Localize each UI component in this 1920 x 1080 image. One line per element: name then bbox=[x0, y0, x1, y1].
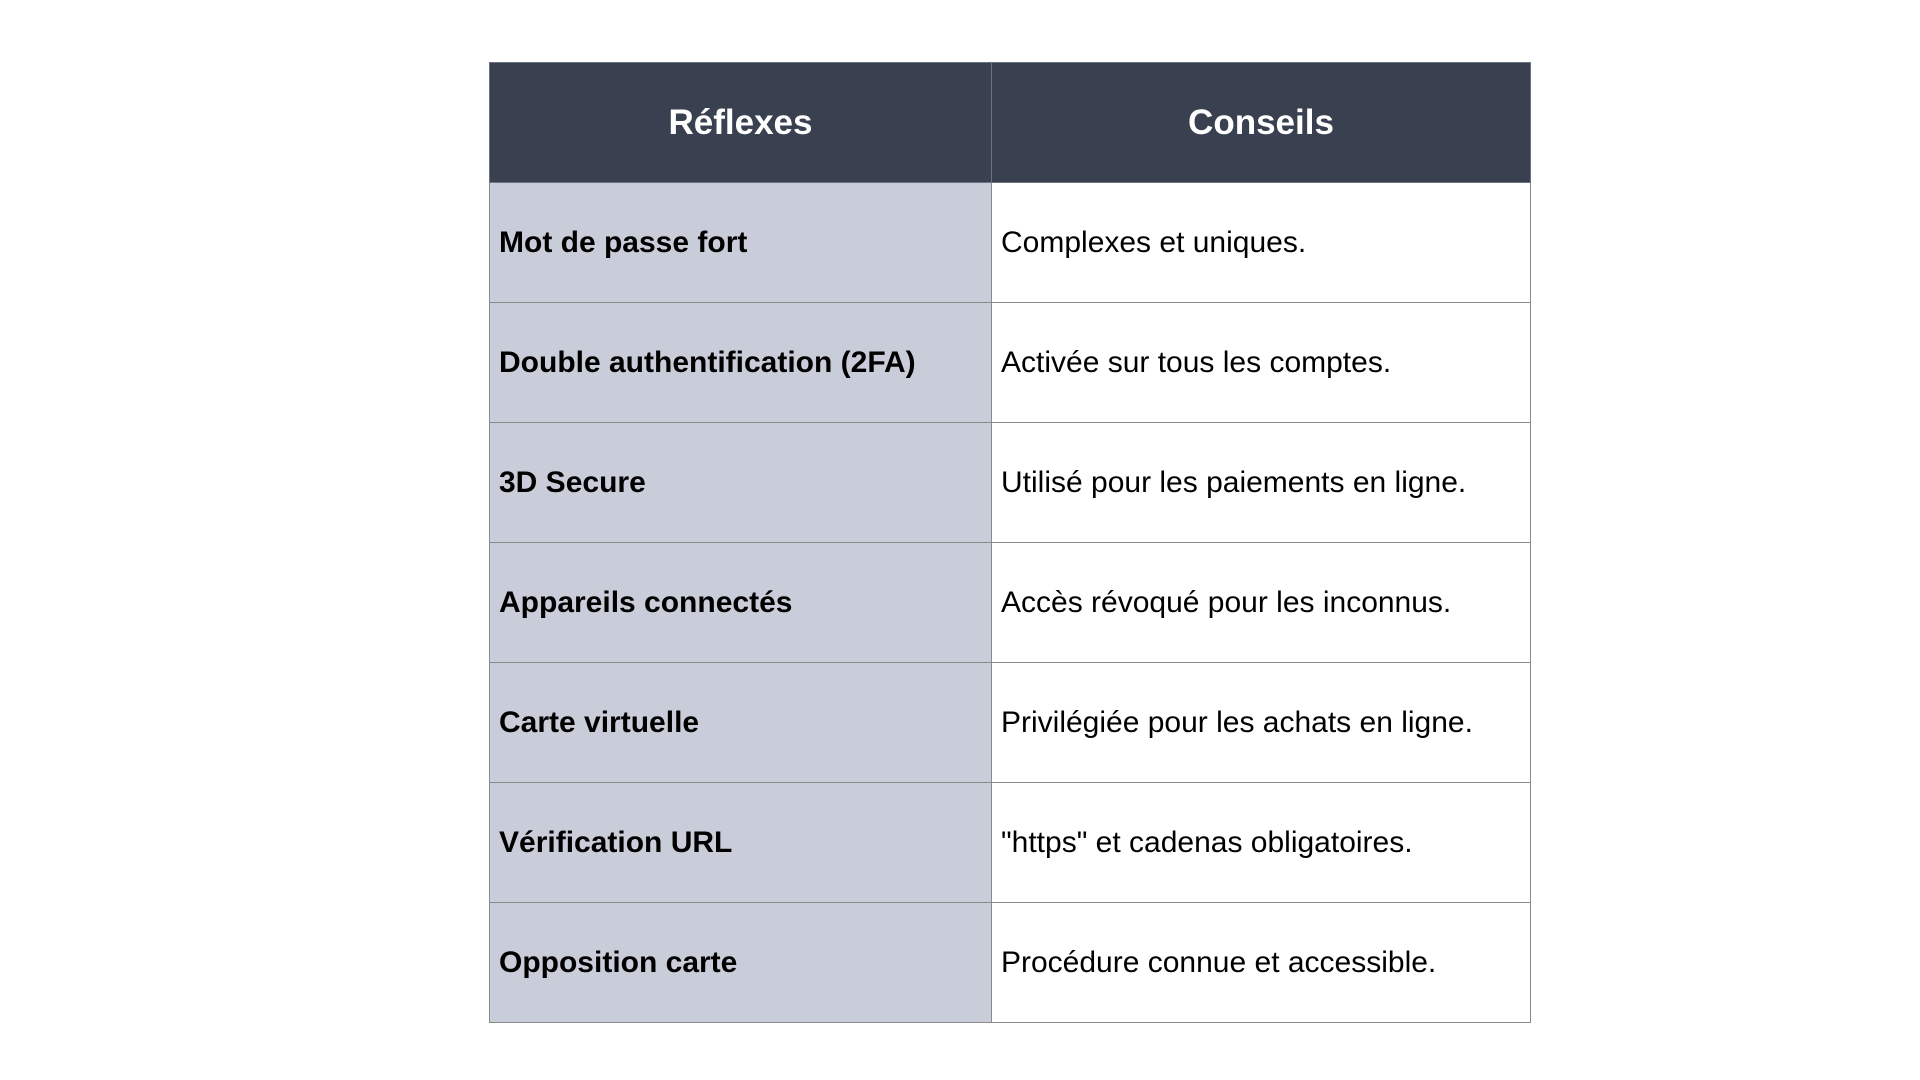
security-tips-table bbox=[489, 62, 1531, 1023]
conseil-cell: Utilisé pour les paiements en ligne. bbox=[992, 423, 1531, 543]
conseil-cell: Activée sur tous les comptes. bbox=[992, 303, 1531, 423]
conseil-cell: Procédure connue et accessible. bbox=[992, 903, 1531, 1023]
table-row bbox=[490, 663, 1531, 783]
conseil-cell: "https" et cadenas obligatoires. bbox=[992, 783, 1531, 903]
table-row bbox=[490, 423, 1531, 543]
header-row bbox=[490, 63, 1531, 183]
reflexe-cell: Opposition carte bbox=[490, 903, 992, 1023]
table-row bbox=[490, 183, 1531, 303]
reflexe-cell: Carte virtuelle bbox=[490, 663, 992, 783]
conseil-cell: Complexes et uniques. bbox=[992, 183, 1531, 303]
reflexe-cell: Mot de passe fort bbox=[490, 183, 992, 303]
reflexe-cell: Vérification URL bbox=[490, 783, 992, 903]
column-header-reflexes: Réflexes bbox=[490, 63, 992, 183]
conseil-cell: Privilégiée pour les achats en ligne. bbox=[992, 663, 1531, 783]
table-row bbox=[490, 903, 1531, 1023]
reflexe-cell: Appareils connectés bbox=[490, 543, 992, 663]
table-row bbox=[490, 303, 1531, 423]
reflexe-cell: 3D Secure bbox=[490, 423, 992, 543]
reflexe-cell: Double authentification (2FA) bbox=[490, 303, 992, 423]
table-row bbox=[490, 543, 1531, 663]
table-row bbox=[490, 783, 1531, 903]
conseil-cell: Accès révoqué pour les inconnus. bbox=[992, 543, 1531, 663]
column-header-conseils: Conseils bbox=[992, 63, 1531, 183]
table-header bbox=[490, 63, 1531, 183]
table-body bbox=[490, 183, 1531, 1023]
